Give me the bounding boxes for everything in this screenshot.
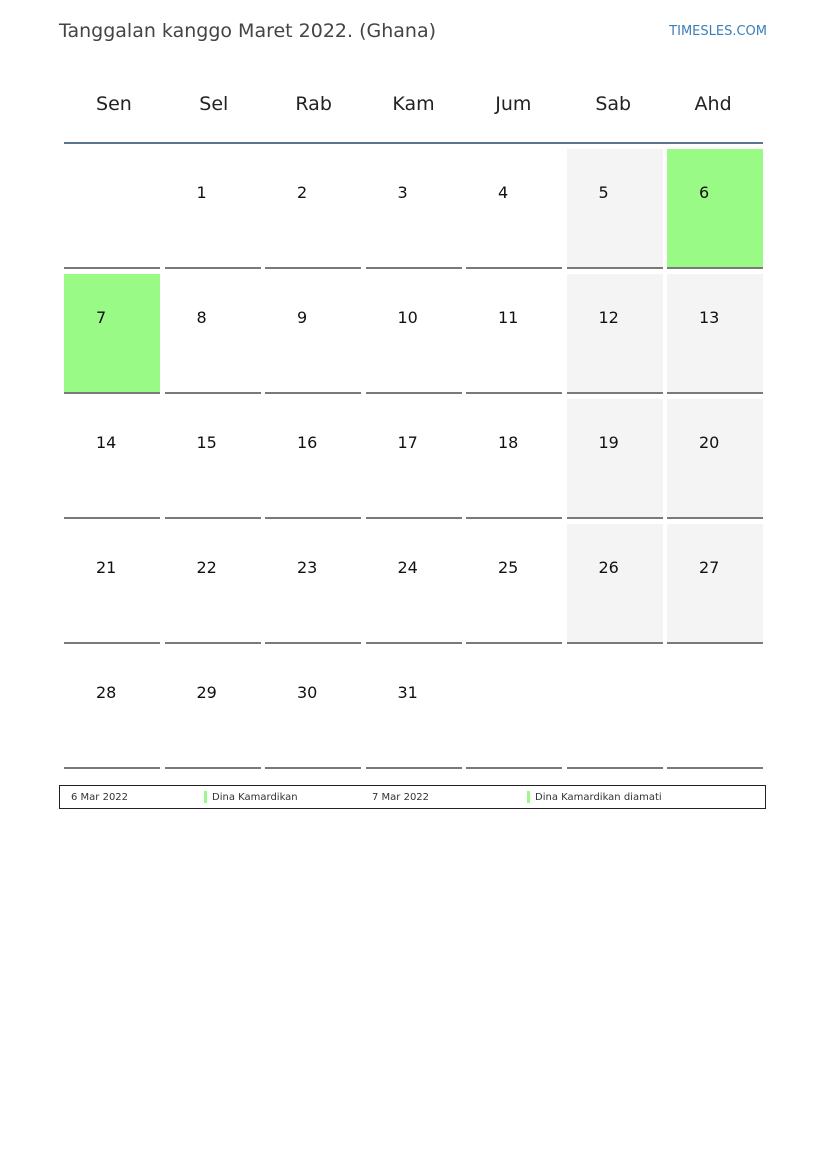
day-number: 8 (196, 308, 207, 327)
day-cell[interactable] (466, 274, 562, 394)
weekday-wed: Rab (295, 93, 332, 115)
legend-date: 7 Mar 2022 (372, 792, 430, 803)
legend-holiday-name: Dina Kamardikan (212, 792, 298, 803)
day-number: 14 (96, 433, 117, 452)
day-cell[interactable] (567, 399, 663, 519)
site-link[interactable]: TIMESLES.COM (669, 24, 767, 39)
day-number: 13 (699, 308, 720, 327)
weekday-thu: Kam (392, 93, 435, 115)
day-cell[interactable] (64, 524, 160, 644)
weekday-sun: Ahd (694, 93, 732, 115)
day-cell[interactable] (265, 149, 361, 269)
day-cell[interactable] (667, 399, 763, 519)
day-number: 10 (397, 308, 418, 327)
legend-color-swatch (204, 791, 207, 803)
holiday-day-cell[interactable] (64, 274, 160, 394)
day-cell[interactable] (366, 649, 462, 769)
week-row-1 (64, 149, 763, 269)
day-cell[interactable] (366, 274, 462, 394)
day-cell[interactable] (366, 524, 462, 644)
day-cell[interactable] (366, 399, 462, 519)
day-cell[interactable] (567, 274, 663, 394)
week-row-4 (64, 524, 763, 644)
week-row-5 (64, 649, 763, 769)
day-cell (567, 649, 663, 769)
day-number: 15 (196, 433, 217, 452)
weekday-tue: Sel (199, 93, 229, 115)
day-number: 11 (498, 308, 519, 327)
legend-date: 6 Mar 2022 (71, 792, 129, 803)
day-cell[interactable] (567, 524, 663, 644)
day-number: 5 (598, 183, 609, 202)
day-number: 28 (96, 683, 117, 702)
weekday-sat: Sab (595, 93, 632, 115)
day-number: 19 (598, 433, 619, 452)
day-number: 26 (598, 558, 619, 577)
day-number: 22 (196, 558, 217, 577)
day-cell (64, 149, 160, 269)
day-number: 3 (397, 183, 408, 202)
day-cell[interactable] (165, 399, 261, 519)
week-row-2 (64, 274, 763, 394)
day-number: 25 (498, 558, 519, 577)
weekday-header (64, 78, 763, 144)
day-number: 16 (297, 433, 318, 452)
day-cell[interactable] (265, 399, 361, 519)
day-number: 24 (397, 558, 418, 577)
day-number: 7 (96, 308, 107, 327)
day-cell (667, 649, 763, 769)
day-cell[interactable] (64, 399, 160, 519)
day-cell (466, 649, 562, 769)
day-cell[interactable] (466, 399, 562, 519)
day-cell[interactable] (667, 524, 763, 644)
legend-holiday-name: Dina Kamardikan diamati (535, 792, 662, 803)
day-cell[interactable] (667, 274, 763, 394)
weekday-fri: Jum (495, 93, 532, 115)
day-number: 31 (397, 683, 418, 702)
day-number: 18 (498, 433, 519, 452)
weekday-mon: Sen (96, 93, 132, 115)
day-number: 23 (297, 558, 318, 577)
day-cell[interactable] (265, 274, 361, 394)
day-cell[interactable] (165, 524, 261, 644)
day-cell[interactable] (165, 274, 261, 394)
holiday-day-cell[interactable] (667, 149, 763, 269)
day-cell[interactable] (165, 149, 261, 269)
day-cell[interactable] (165, 649, 261, 769)
day-number: 12 (598, 308, 619, 327)
day-number: 1 (196, 183, 207, 202)
day-number: 27 (699, 558, 720, 577)
day-cell[interactable] (64, 649, 160, 769)
day-number: 2 (297, 183, 308, 202)
day-number: 20 (699, 433, 720, 452)
legend-color-swatch (527, 791, 530, 803)
day-cell[interactable] (265, 524, 361, 644)
day-cell[interactable] (366, 149, 462, 269)
day-number: 17 (397, 433, 418, 452)
day-number: 6 (699, 183, 710, 202)
week-row-3 (64, 399, 763, 519)
page-title: Tanggalan kanggo Maret 2022. (Ghana) (59, 20, 437, 42)
day-number: 21 (96, 558, 117, 577)
day-number: 4 (498, 183, 509, 202)
day-cell[interactable] (265, 649, 361, 769)
day-number: 30 (297, 683, 318, 702)
day-number: 29 (196, 683, 217, 702)
holiday-legend (59, 785, 766, 809)
day-cell[interactable] (466, 524, 562, 644)
day-cell[interactable] (466, 149, 562, 269)
day-cell[interactable] (567, 149, 663, 269)
calendar-grid (64, 78, 763, 769)
day-number: 9 (297, 308, 308, 327)
